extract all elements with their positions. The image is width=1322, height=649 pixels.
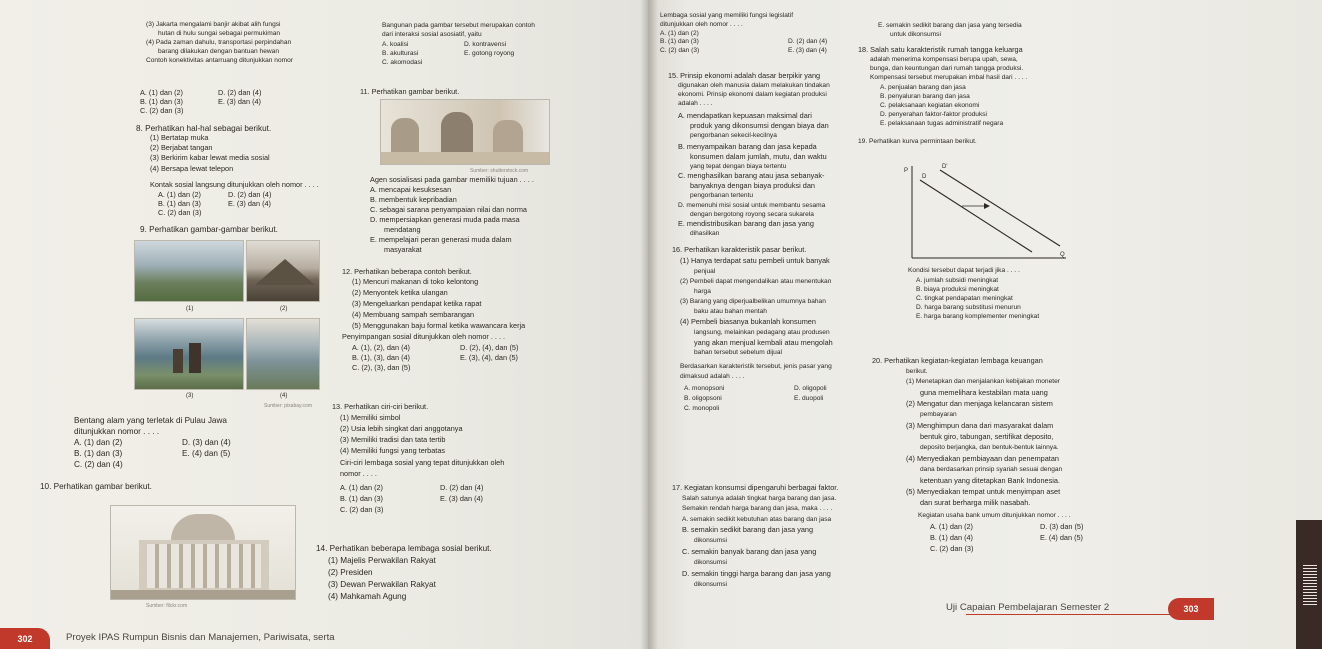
option: dikonsumsi [694,559,727,566]
text-line: (2) Usia lebih singkat dari anggotanya [340,424,463,433]
text-line: (1) Menetapkan dan menjalankan kebijakan moneter [906,378,1060,385]
text-line: ditunjukkan oleh nomor . . . . [660,21,743,28]
left-page [0,0,648,649]
page-number: 302 [0,628,50,649]
text-line: (1) Memiliki simbol [340,413,401,422]
option: A. (1) dan (2) [140,88,183,97]
option: dengan bergotong royong secara sukarela [690,211,814,218]
option: C. tingkat pendapatan meningkat [916,295,1013,302]
option: B. semakin sedikit barang dan jasa yang [682,525,814,534]
option: B. membentuk kepribadian [370,195,457,204]
text-line: (3) Menghimpun dana dari masyarakat dalam [906,421,1054,430]
option: D. penyerahan faktor-faktor produksi [880,111,988,118]
option: produk yang dikonsumsi dengan biaya dan [690,121,829,130]
image-label: (2) [280,306,288,312]
option: D. mempersiapkan generasi muda pada masa [370,215,520,224]
text-line: baku atau bahan mentah [694,308,767,315]
option: E. pelaksanaan tugas administratif negara [880,120,1004,127]
text-line: harga [694,288,711,295]
text-line: pembayaran [920,411,957,418]
option: masyarakat [384,245,422,254]
text-line: berikut. [906,368,928,375]
option: A. semakin sedikit kebutuhan atas barang dan jasa [682,516,832,523]
text-line: adalah menerima kompensasi berupa upah, sewa, [870,56,1018,63]
text-line: (2) Menyontek ketika ulangan [352,288,448,297]
option: konsumen dalam jumlah, mutu, dan waktu [690,152,827,161]
text-line: ekonomi. Prinsip ekonomi dalam kegiatan produksi [678,91,827,98]
option: E. (4) dan (5) [1040,533,1083,542]
question-heading: 8. Perhatikan hal-hal sebagai berikut. [136,124,272,133]
option: B. biaya produksi meningkat [916,286,999,293]
option: mendatang [384,225,421,234]
option: yang tepat dengan biaya tertentu [690,163,787,170]
text-line: (3) Berkirim kabar lewat media sosial [150,153,270,162]
lake-temple-photo [134,318,244,390]
text-line: ketentuan yang ditetapkan Bank Indonesia. [920,476,1060,485]
question-heading: 9. Perhatikan gambar-gambar berikut. [140,225,278,234]
text-line: dimaksud adalah . . . . [680,373,745,380]
option: D. (2) dan (4) [440,483,484,492]
text-line: adalah . . . . [678,100,713,107]
text-line: Kondisi tersebut dapat terjadi jika . . . . [908,267,1020,274]
option: E. (4) dan (5) [182,449,231,458]
option: E. harga barang komplementer meningkat [916,313,1040,320]
text-line: Salah satunya adalah tingkat harga barang dan jasa. [682,495,837,502]
image-label: (3) [186,393,194,399]
option: E. (3) dan (4) [440,494,483,503]
text-line: penjual [694,268,716,275]
text-line: (3) Jakarta mengalami banjir akibat alih fungsi [146,21,281,28]
text-line: Ciri-ciri lembaga sosial yang tepat ditunjukkan oleh [340,458,505,467]
question-heading: 14. Perhatikan beberapa lembaga sosial berikut. [316,544,492,553]
text-line: Contoh konektivitas antarruang ditunjukkan nomor [146,57,293,64]
page-number: 303 [1168,598,1214,620]
text-line: dan surat berharga milik nasabah. [920,498,1031,507]
option: C. (2) dan (3) [140,106,184,115]
option: B. oligopsoni [684,395,722,402]
option: A. mendapatkan kepuasan maksimal dari [678,111,812,120]
option: untuk dikonsumsi [890,31,941,38]
image-label: (4) [280,393,288,399]
option: E. semakin sedikit barang dan jasa yang tersedia [878,22,1022,29]
image-source: Sumber: flickr.com [146,603,188,609]
option: D. kontravensi [464,41,507,48]
text-line: Agen sosialisasi pada gambar memiliki tujuan . . . . [370,175,534,184]
option: B. (1) dan (3) [158,199,201,208]
text-line: langsung, melainkan pedagang atau produsen [694,329,830,336]
option: E. mempelajari peran generasi muda dalam [370,235,512,244]
option: D. (3) dan (5) [1040,522,1084,531]
option: A. (1) dan (2) [340,483,383,492]
text-line: digunakan oleh manusia dalam melakukan tindakan [678,82,830,89]
option: banyaknya dengan biaya produksi dan [690,181,815,190]
option: pengorbanan tertentu [690,192,754,199]
option: B. (1) dan (3) [660,38,699,45]
text-line: Kegiatan usaha bank umum ditunjukkan nomor . . . . [918,512,1071,519]
option: A. (1) dan (2) [660,30,699,37]
text-line: (2) Presiden [328,568,373,577]
option: E. (3) dan (4) [218,97,261,106]
curve-label-d-prime: D' [942,164,948,170]
option: E. (3) dan (4) [228,199,271,208]
landscape-photo [134,240,244,302]
text-line: nomor . . . . [340,469,377,478]
text-line: dari interaksi sosial asosiatif, yaitu [382,31,482,38]
option: D. semakin tinggi harga barang dan jasa yang [682,569,831,578]
text-line: (2) Pembeli dapat mengendalikan atau menentukan [680,278,832,285]
option: C. akomodasi [382,59,423,66]
page-footer: Uji Capaian Pembelajaran Semester 2 [946,602,1110,613]
question-heading: 15. Prinsip ekonomi adalah dasar berpikir yang [668,71,821,80]
option: A. (1) dan (2) [930,522,973,531]
text-line: (3) Dewan Perwakilan Rakyat [328,580,436,589]
barcode-mark [1303,565,1317,605]
text-line: (4) Mahkamah Agung [328,592,407,601]
option: D. (3) dan (4) [182,438,231,447]
text-line: (3) Memiliki tradisi dan tata tertib [340,435,446,444]
book-spine-shadow [640,0,658,649]
question-heading: 13. Perhatikan ciri-ciri berikut. [332,402,429,411]
text-line: (4) Bersapa lewat telepon [150,164,234,173]
text-line: Kompensasi tersebut merupakan imbal hasil dari . . . . [870,74,1028,81]
option: D. harga barang substitusi menurun [916,304,1021,311]
option: E. duopoli [794,395,824,402]
option: C. (2) dan (3) [660,47,700,54]
option: E. (3), (4), dan (5) [460,353,518,362]
question-heading: 20. Perhatikan kegiatan-kegiatan lembaga keuangan [872,356,1043,365]
text-line: (4) Membuang sampah sembarangan [352,310,475,319]
option: pengorbanan sekecil-kecilnya [690,132,777,139]
text-line: Semakin rendah harga barang dan jasa, maka . . . . [682,505,833,512]
text-line: guna memelihara kestabilan mata uang [920,388,1048,397]
question-heading: 10. Perhatikan gambar berikut. [40,482,152,491]
option: C. semakin banyak barang dan jasa yang [682,547,817,556]
text-line: Bangunan pada gambar tersebut merupakan contoh [382,22,535,29]
question-heading: 17. Kegiatan konsumsi dipengaruhi berbagai faktor. [672,483,839,492]
option: B. (1) dan (4) [930,533,973,542]
text-line: yang akan menjual kembali atau mengolah [694,338,833,347]
option: A. (1) dan (2) [158,190,201,199]
option: D. oligopoli [794,385,827,392]
demand-curve-d [920,180,1032,252]
text-line: (1) Hanya terdapat satu pembeli untuk banyak [680,256,830,265]
text-line: bahan tersebut sebelum dijual [694,349,782,356]
option: C. (2) dan (3) [158,208,202,217]
option: A. (1) dan (2) [74,438,123,447]
option: C. pelaksanaan kegiatan ekonomi [880,102,980,109]
option: dikonsumsi [694,581,727,588]
text-line: (5) Menyediakan tempat untuk menyimpan aset [906,487,1061,496]
text-line: (5) Menggunakan baju formal ketika wawancara kerja [352,321,526,330]
text-line: bentuk giro, tabungan, sertifikat deposito, [920,432,1054,441]
text-line: (1) Majelis Perwakilan Rakyat [328,556,436,565]
text-line: (2) Mengatur dan menjaga kelancaran sistem [906,399,1053,408]
option: B. akulturasi [382,50,419,57]
option: C. (2) dan (3) [340,505,384,514]
page-footer: Proyek IPAS Rumpun Bisnis dan Manajemen, Pariwisata, serta [66,632,335,643]
text-line: (4) Pada zaman dahulu, transportasi perpindahan [146,39,292,46]
demand-curve-d-prime [940,170,1060,246]
text-line: Kontak sosial langsung ditunjukkan oleh nomor . . . . [150,180,319,189]
option: C. monopoli [684,405,720,412]
option: dikonsumsi [694,537,727,544]
text-line: (1) Mencuri makanan di toko kelontong [352,277,479,286]
question-heading: 11. Perhatikan gambar berikut. [360,87,460,96]
right-page [648,0,1322,649]
option: dihasilkan [690,230,720,237]
text-line: bunga, dan keuntungan dari rumah tangga produksi. [870,65,1024,72]
text-line: hutan di hulu sungai sebagai permukiman [158,30,281,37]
text-line: ditunjukkan nomor . . . . [74,427,160,436]
image-source: Sumber: shutterstock.com [470,168,529,174]
question-heading: 18. Salah satu karakteristik rumah tangga keluarga [858,45,1023,54]
option: A. (1), (2), dan (4) [352,343,410,352]
option: A. koalisi [382,41,409,48]
text-line: barang dilakukan dengan bantuan hewan [158,48,279,55]
option: B. (1) dan (3) [74,449,123,458]
curve-label-d: D [922,174,927,180]
demand-curve-diagram [900,162,1070,264]
text-line: (2) Berjabat tangan [150,143,213,152]
text-line: (3) Barang yang diperjualbelikan umumnya bahan [680,298,826,305]
option: C. (2) dan (3) [930,544,974,553]
text-line: Penyimpangan sosial ditunjukkan oleh nomor . . . . [342,332,506,341]
option: D. (2), (4), dan (5) [460,343,519,352]
option: C. sebagai sarana penyampaian nilai dan norma [370,205,527,214]
option: B. (1), (3), dan (4) [352,353,410,362]
option: B. menyampaikan barang dan jasa kepada [678,142,817,151]
footer-rule [966,614,1196,615]
option: D. (2) dan (4) [218,88,262,97]
option: A. monopsoni [684,385,725,392]
image-label: (1) [186,306,194,312]
question-heading: 12. Perhatikan beberapa contoh berikut. [342,267,472,276]
axis-label-q: Q [1060,252,1065,258]
volcano-photo [246,240,320,302]
building-photo [110,505,296,600]
option: A. mencapai kesuksesan [370,185,452,194]
option: C. (2) dan (4) [74,460,123,469]
text-line: (4) Menyediakan pembiayaan dan penempatan [906,454,1059,463]
image-source: Sumber: pixabay.com [264,403,312,409]
option: E. (3) dan (4) [788,47,827,54]
axis-label-p: P [904,168,909,174]
text-line: (4) Memiliki fungsi yang terbatas [340,446,446,455]
text-line: deposito berjangka, dan bentuk-bentuk lainnya. [920,444,1059,451]
option: B. penyaluran barang dan jasa [880,93,970,100]
option: D. (2) dan (4) [228,190,272,199]
option: E. mendistribusikan barang dan jasa yang [678,219,814,228]
text-line: (1) Bertatap muka [150,133,209,142]
option: A. jumlah subsidi meningkat [916,277,999,284]
coast-photo [246,318,320,390]
option: B. (1) dan (3) [140,97,183,106]
option: C. menghasilkan barang atau jasa sebanyak- [678,171,825,180]
question-heading: 19. Perhatikan kurva permintaan berikut. [858,138,977,145]
classroom-photo [380,99,550,165]
option: D. (2) dan (4) [788,38,828,45]
text-line: dana berdasarkan prinsip syariah sesuai dengan [920,466,1063,473]
option: D. memenuhi misi sosial untuk membantu sesama [678,202,826,209]
text-line: Lembaga sosial yang memiliki fungsi legislatif [660,12,794,19]
option: B. (1) dan (3) [340,494,383,503]
text-line: (3) Mengeluarkan pendapat ketika rapat [352,299,482,308]
question-heading: 16. Perhatikan karakteristik pasar berikut. [672,245,807,254]
option: A. penjualan barang dan jasa [880,84,966,91]
text-line: (4) Pembeli biasanya bukanlah konsumen [680,317,816,326]
shift-arrow-head [984,203,990,209]
text-line: Bentang alam yang terletak di Pulau Jawa [74,416,227,425]
option: C. (2), (3), dan (5) [352,363,411,372]
option: E. gotong royong [464,50,515,57]
text-line: Berdasarkan karakteristik tersebut, jenis pasar yang [680,363,832,370]
